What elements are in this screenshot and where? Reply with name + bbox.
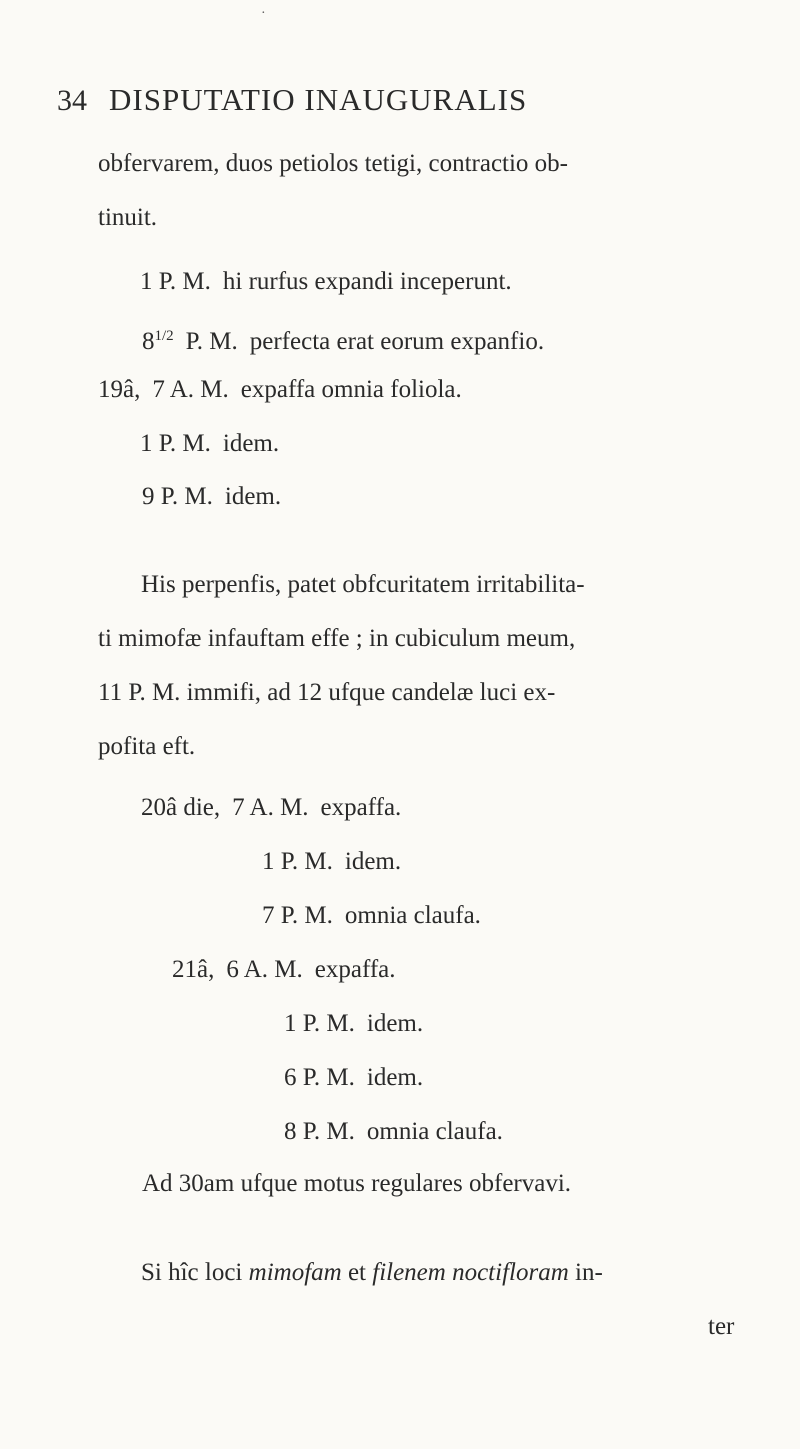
- log-entry: [140, 265, 512, 299]
- page-speck: ·: [261, 6, 266, 21]
- text-line: Ad 30am ufque motus regulares obfervavi.: [142, 1170, 572, 1197]
- log-entry: [140, 427, 279, 461]
- text-run: Si hîc loci: [141, 1259, 243, 1286]
- log-time: 1 P. M.: [284, 1010, 355, 1037]
- log-time: 7 A. M.: [152, 376, 229, 403]
- log-time: 6 A. M.: [226, 956, 303, 983]
- log-text: omnia claufa.: [366, 1118, 503, 1145]
- log-text: idem.: [344, 848, 402, 875]
- log-time: 1 P. M.: [262, 848, 333, 875]
- log-time-suffix: P. M.: [185, 328, 238, 355]
- text-line: pofita eft.: [98, 733, 196, 760]
- log-time: 7 P. M.: [262, 902, 333, 929]
- text-run: et: [347, 1259, 366, 1286]
- log-text: omnia claufa.: [344, 902, 481, 929]
- log-day: 20â die,: [141, 794, 221, 821]
- log-entry: [262, 899, 481, 933]
- log-entry: [141, 791, 401, 825]
- catchword: ter: [708, 1313, 735, 1340]
- log-entry: [142, 480, 281, 514]
- log-entry: [98, 373, 462, 407]
- text-line: His perpenfis, patet obfcuritatem irritabilita-: [141, 571, 585, 598]
- log-text: idem.: [222, 430, 280, 457]
- log-time: 7 A. M.: [232, 794, 309, 821]
- text-line: 11 P. M. immifi, ad 12 ufque candelæ luci ex-: [98, 679, 556, 706]
- log-time: 9 P. M.: [142, 483, 213, 510]
- log-entry: [262, 845, 401, 879]
- log-day: 21â,: [172, 956, 215, 983]
- page-number: 34: [57, 84, 87, 117]
- log-time: 6 P. M.: [284, 1064, 355, 1091]
- log-entry: [284, 1007, 423, 1041]
- log-text: idem.: [366, 1064, 424, 1091]
- log-entry: [142, 319, 544, 359]
- log-text: perfecta erat eorum expanfio.: [249, 328, 545, 355]
- log-entry: [172, 953, 396, 987]
- log-day: 19â,: [98, 376, 141, 403]
- log-time: 1 P. M.: [140, 268, 211, 295]
- log-time: 1 P. M.: [140, 430, 211, 457]
- log-text: expaffa.: [320, 794, 402, 821]
- log-time-hour: 8: [142, 328, 155, 355]
- text-line: tinuit.: [98, 204, 158, 231]
- italic-term: filenem noctifloram: [372, 1259, 569, 1286]
- log-text: expaffa.: [314, 956, 396, 983]
- log-text: hi rurfus expandi inceperunt.: [222, 268, 512, 295]
- text-run: in-: [575, 1259, 603, 1286]
- running-title: DISPUTATIO INAUGURALIS: [109, 82, 528, 117]
- text-line: obfervarem, duos petiolos tetigi, contractio ob-: [98, 150, 569, 177]
- log-text: idem.: [366, 1010, 424, 1037]
- log-text: idem.: [224, 483, 282, 510]
- italic-term: mimofam: [248, 1259, 342, 1286]
- log-entry: [284, 1061, 423, 1095]
- log-time: 8 P. M.: [284, 1118, 355, 1145]
- log-text: expaffa omnia foliola.: [240, 376, 462, 403]
- page-header: [57, 82, 527, 122]
- log-entry: [284, 1115, 503, 1149]
- text-line: ti mimofæ infauftam effe ; in cubiculum meum,: [98, 625, 576, 652]
- log-time-fraction: 1/2: [154, 328, 174, 344]
- text-line: [141, 1256, 603, 1290]
